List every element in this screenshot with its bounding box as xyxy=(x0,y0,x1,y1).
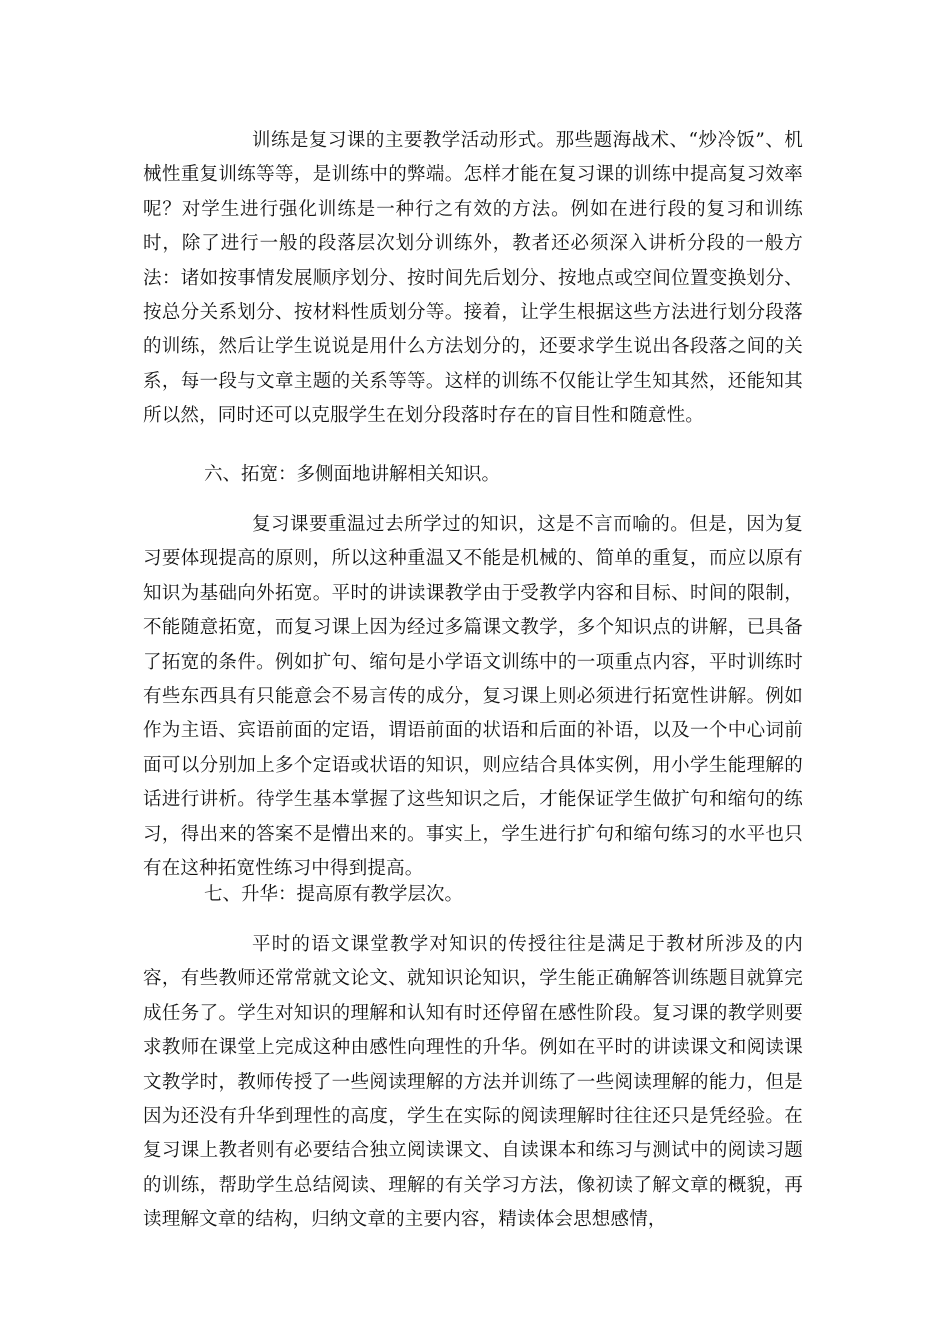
paragraph-sublimation: 平时的语文课堂教学对知识的传授往往是满足于教材所涉及的内容，有些教师还常常就文论文、就知识论知识，学生能正确解答训练题目就算完成任务了。学生对知识的理解和认知有时还停留在感性阶段。复习课的教学则要求教师在课堂上完成这种由感性向理性的升华。例如在平时的讲读课文和阅读课文教学时，教师传授了一些阅读理解的方法并训练了一些阅读理解的能力，但是因为还没有升华到理性的高度，学生在实际的阅读理解时往往还只是凭经验。在复习课上教者则有必要结合独立阅读课文、自读课本和练习与测试中的阅读习题的训练，帮助学生总结阅读、理解的有关学习方法，像初读了解文章的概貌，再读理解文章的结构，归纳文章的主要内容，精读体会思想感情， xyxy=(143,934,803,1231)
section-heading-6: 六、拓宽：多侧面地讲解相关知识。 xyxy=(204,464,501,485)
paragraph-broaden: 复习课要重温过去所学过的知识，这是不言而喻的。但是，因为复习要体现提高的原则，所以这种重温又不能是机械的、简单的重复，而应以原有知识为基础向外拓宽。平时的讲读课教学由于受教学内容和目标、时间的限制，不能随意拓宽，而复习课上因为经过多篇课文教学，多个知识点的讲解，已具备了拓宽的条件。例如扩句、缩句是小学语文训练中的一项重点内容，平时训练时有些东西具有只能意会不易言传的成分，复习课上则必须进行拓宽性讲解。例如作为主语、宾语前面的定语，谓语前面的状语和后面的补语，以及一个中心词前面可以分别加上多个定语或状语的知识，则应结合具体实例，用小学生能理解的话进行讲析。待学生基本掌握了这些知识之后，才能保证学生做扩句和缩句的练习，得出来的答案不是懵出来的。事实上，学生进行扩句和缩句练习的水平也只有在这种拓宽性练习中得到提高。 xyxy=(143,514,803,880)
section-heading-7: 七、升华：提高原有教学层次。 xyxy=(204,884,464,905)
paragraph-training: 训练是复习课的主要教学活动形式。那些题海战术、“炒冷饭”、机械性重复训练等等，是训练中的弊端。怎样才能在复习课的训练中提高复习效率呢？对学生进行强化训练是一种行之有效的方法。例如在进行段的复习和训练时，除了进行一般的段落层次划分训练外，教者还必须深入讲析分段的一般方法：诸如按事情发展顺序划分、按时间先后划分、按地点或空间位置变换划分、按总分关系划分、按材料性质划分等。接着，让学生根据这些方法进行划分段落的训练，然后让学生说说是用什么方法划分的，还要求学生说出各段落之间的关系，每一段与文章主题的关系等等。这样的训练不仅能让学生知其然，还能知其所以然，同时还可以克服学生在划分段落时存在的盲目性和随意性。 xyxy=(143,130,803,427)
